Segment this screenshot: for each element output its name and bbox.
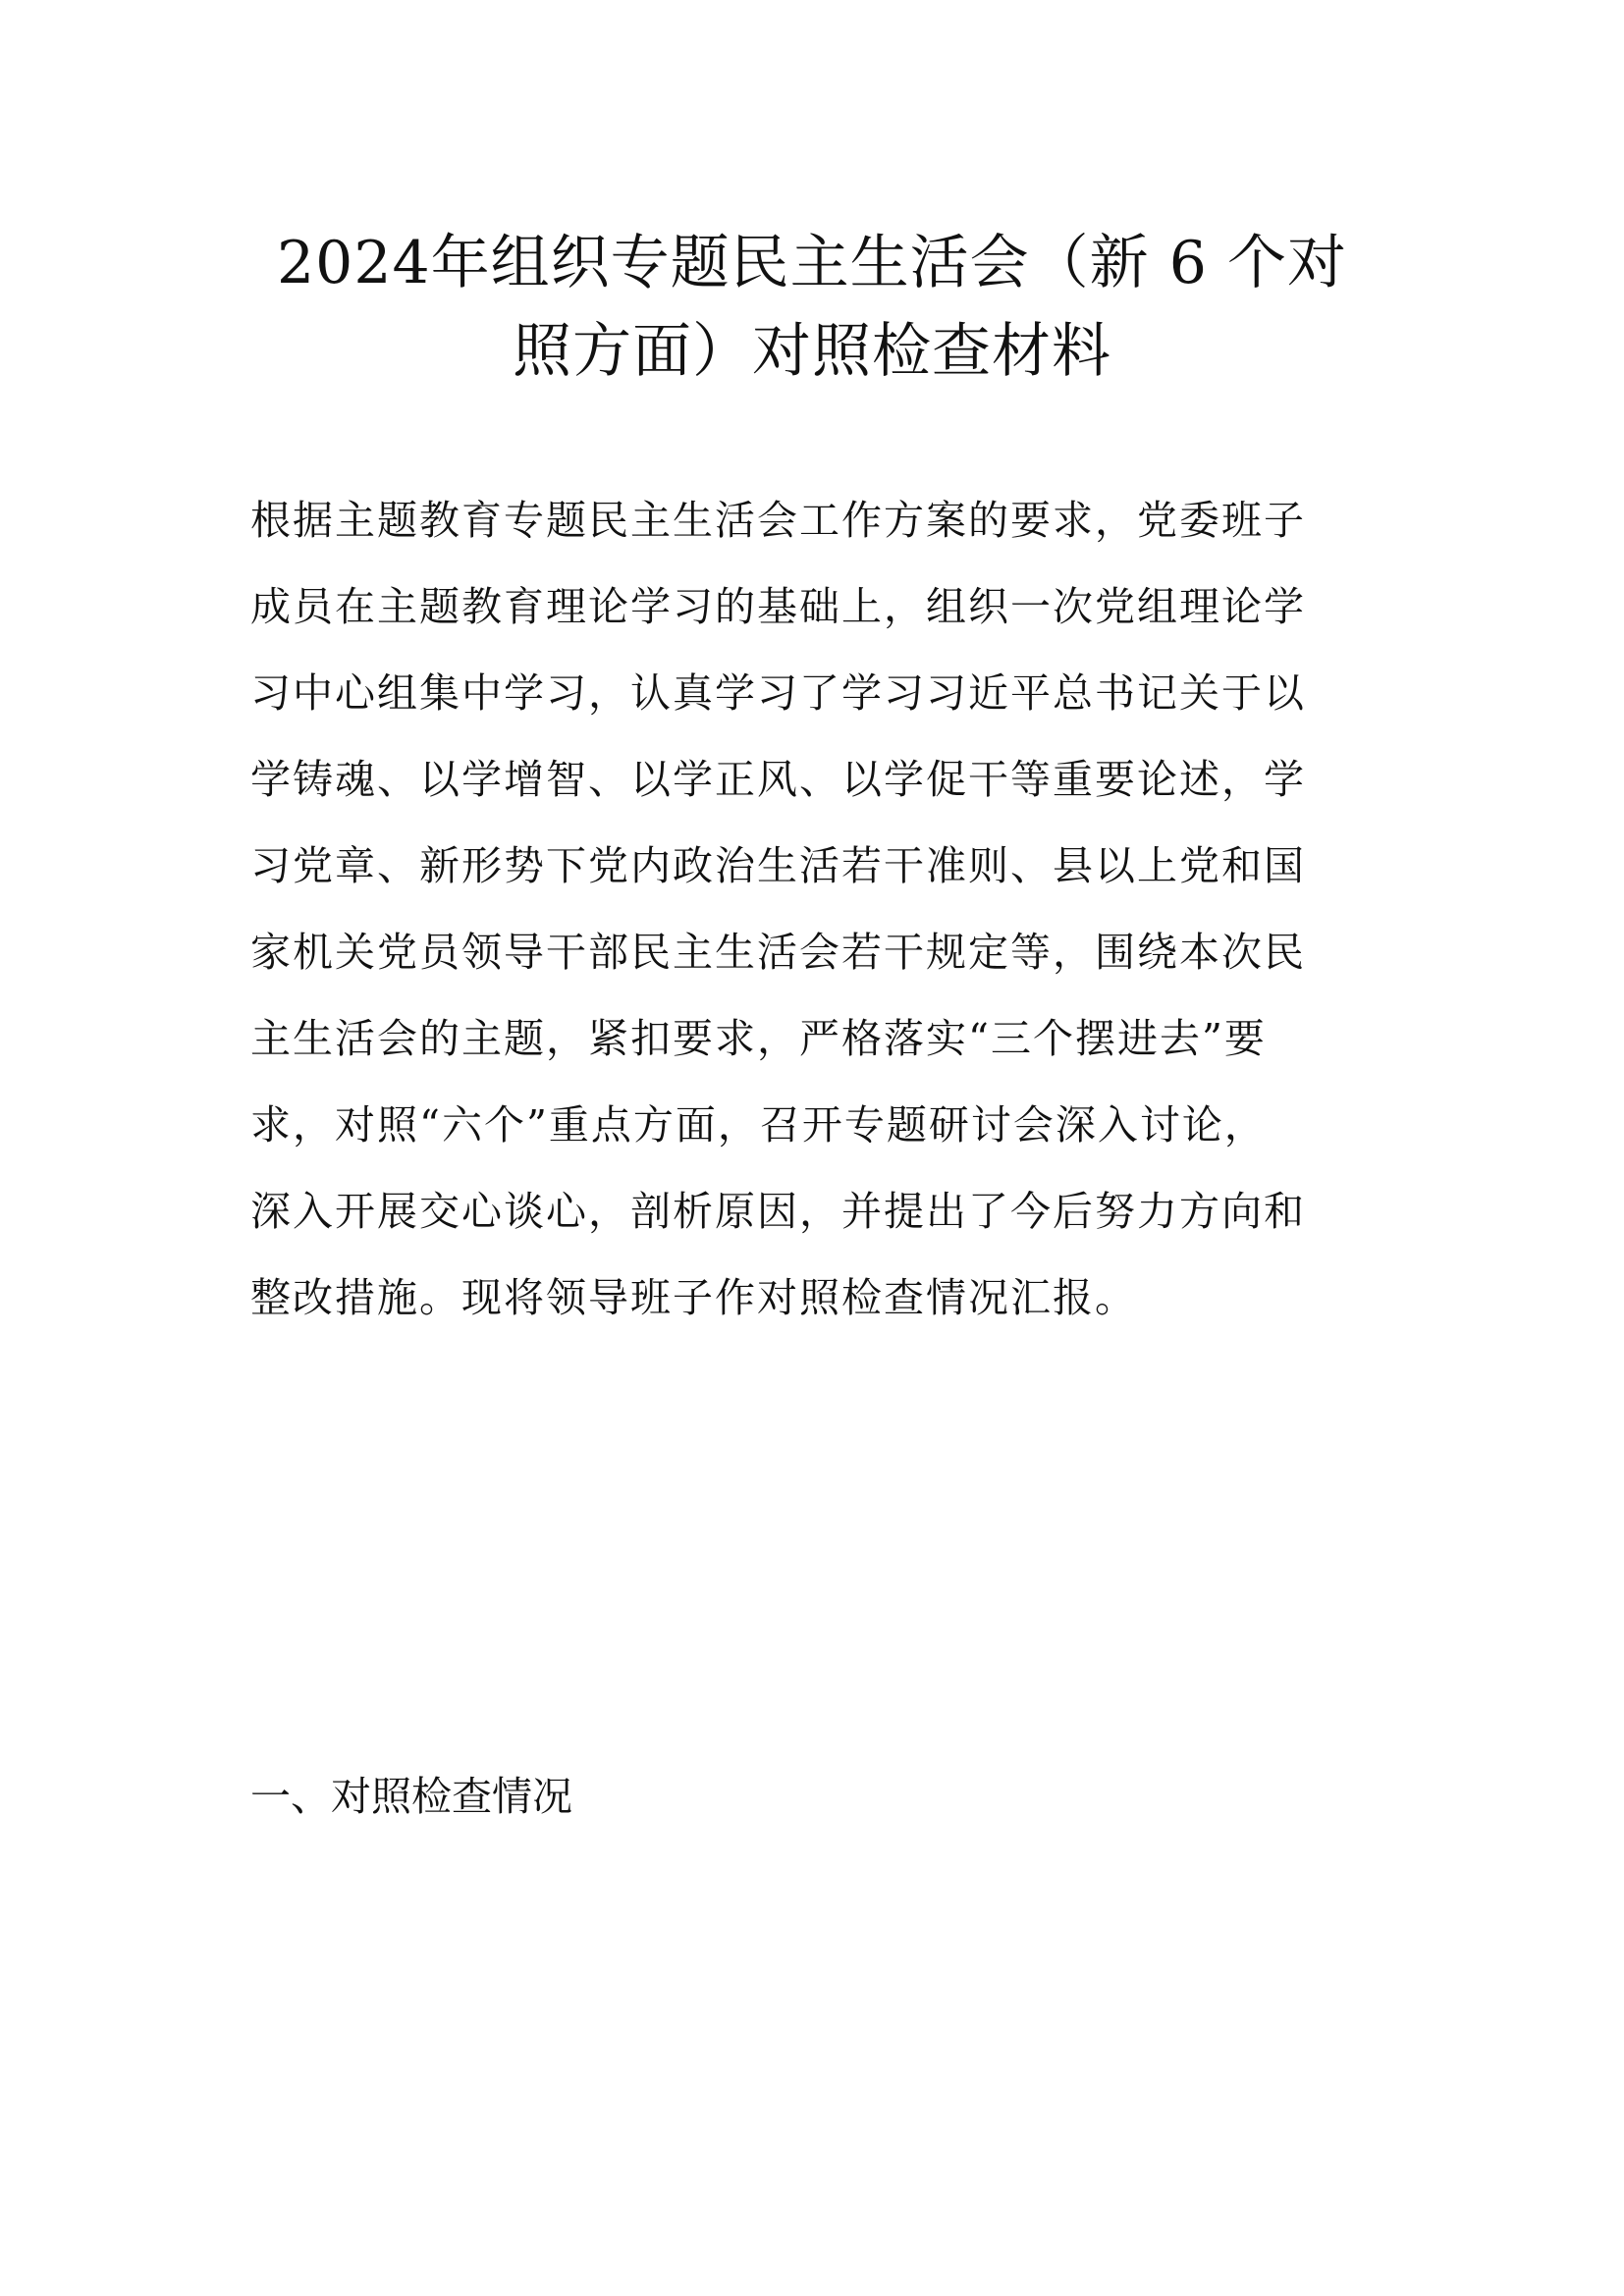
- intro-line: 整改措施。现将领导班子作对照检查情况汇报。: [250, 1274, 1137, 1321]
- intro-line: 根据主题教育专题民主生活会工作方案的要求，党委班子: [250, 497, 1306, 544]
- intro-line: 深入开展交心谈心，剖析原因，并提出了今后努力方向和: [250, 1188, 1306, 1235]
- document-title-line-1: 2024年组织专题民主生活会（新 6 个对: [276, 229, 1347, 297]
- intro-line: 求，对照“六个”重点方面，召开专题研讨会深入讨论，: [250, 1101, 1267, 1148]
- intro-line: 主生活会的主题，紧扣要求，严格落实“三个摆进去”要: [250, 1015, 1267, 1062]
- section-heading: 一、对照检查情况: [250, 1773, 572, 1820]
- intro-line: 习中心组集中学习，认真学习了学习习近平总书记关于以: [250, 669, 1306, 717]
- intro-line: 成员在主题教育理论学习的基础上，组织一次党组理论学: [250, 583, 1306, 630]
- intro-line: 学铸魂、以学增智、以学正风、以学促干等重要论述，学: [250, 756, 1306, 803]
- document-title-line-2: 照方面）对照检查材料: [513, 317, 1111, 386]
- intro-line: 习党章、新形势下党内政治生活若干准则、县以上党和国: [250, 842, 1306, 889]
- intro-line: 家机关党员领导干部民主生活会若干规定等，围绕本次民: [250, 929, 1306, 976]
